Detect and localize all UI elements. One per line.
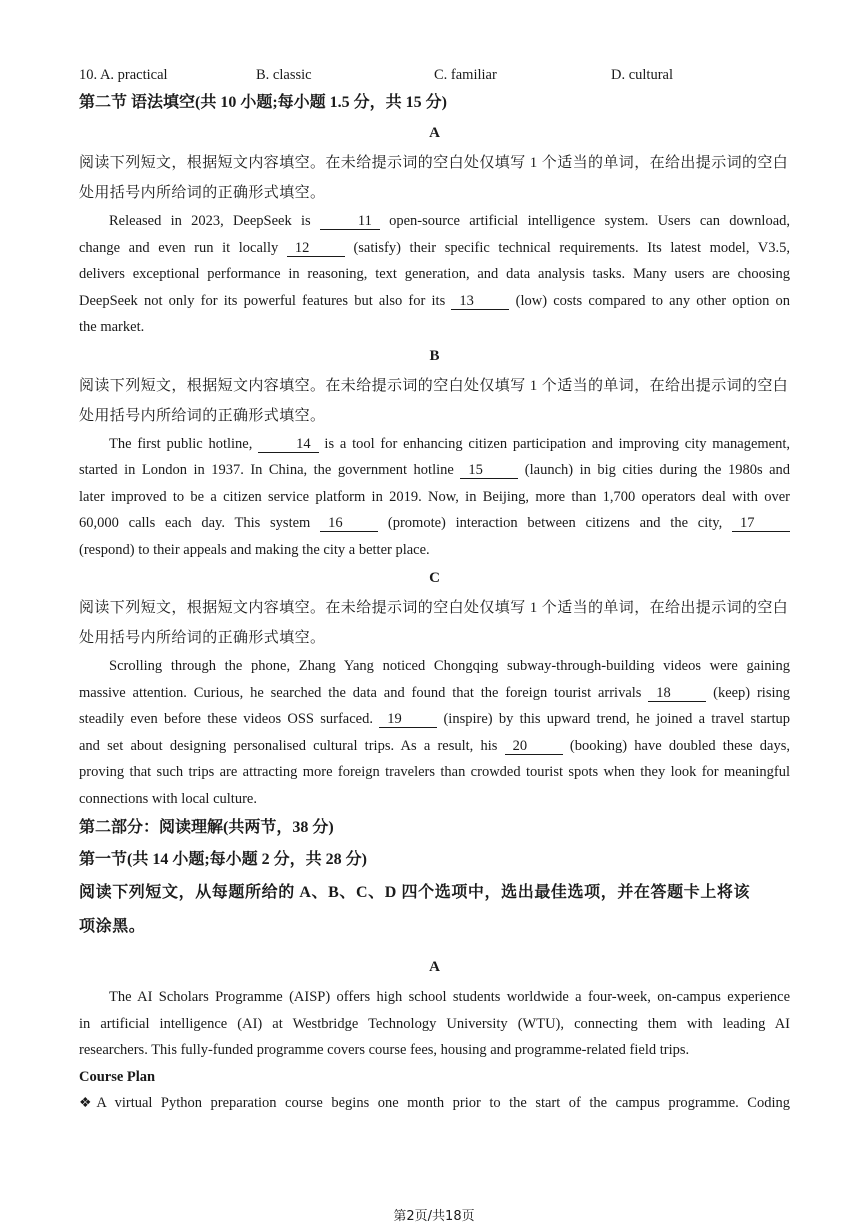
reading-a-heading: A [429, 959, 440, 975]
part-2-title: 第二部分：阅读理解(共两节，38 分) [79, 819, 334, 836]
part-2-section-1-title: 第一节(共 14 小题;每小题 2 分，共 28 分) [79, 851, 367, 868]
passage-line: proving that such trips are attracting more foreign travelers than crowded tourist spots when they look for meaningful [79, 764, 790, 780]
passage-line: Released in 2023, DeepSeek is 11 open-source artificial intelligence system. Users can download, [109, 213, 791, 229]
blank-16: 16 [320, 515, 378, 532]
passage-line: DeepSeek not only for its powerful features but also for its 13 (low) costs compared to any other option on [79, 292, 791, 309]
course-plan-bullet: ❖A virtual Python preparation course begins one month prior to the start of the campus programme. Coding [79, 1095, 790, 1111]
passage-c [79, 653, 790, 812]
blank-18: 18 [648, 685, 706, 702]
passage-b [79, 431, 790, 564]
passage-a-instruction: 阅读下列短文，根据短文内容填空。在未给提示词的空白处仅填写 1 个适当的单词，在给出提示词的空白处用括号内所给词的正确形式填空。 [79, 155, 789, 201]
passage-line: the market. [79, 319, 145, 335]
passage-line: later improved to be a citizen service platform in 2019. Now, in Beijing, more than 1,700 operators deal with over [79, 488, 790, 505]
passage-a [79, 208, 790, 341]
reading-a-passage [79, 984, 790, 1118]
option-c: C. familiar [434, 67, 497, 83]
question-10-options [79, 62, 790, 88]
section-2-title: 第二节 语法填空(共 10 小题;每小题 1.5 分，共 15 分) [79, 94, 447, 111]
passage-line: (respond) to their appeals and making the city a better place. [79, 541, 430, 558]
passage-line: researchers. This fully-funded programme covers course fees, housing and programme-related field trips. [79, 1042, 690, 1058]
passage-line: steadily even before these videos OSS surfaced. 19 (inspire) by this upward trend, he joined a travel startup [79, 711, 791, 727]
passage-line: started in London in 1937. In China, the government hotline 15 (launch) in big cities during the 1980s and [79, 462, 791, 478]
passage-line: connections with local culture. [79, 790, 257, 807]
exam-page [79, 62, 790, 1118]
passage-line: delivers exceptional performance in reasoning, text generation, and data analysis tasks. Many users are choosing [79, 266, 790, 282]
page-footer: 第2页/共18页 [393, 1209, 475, 1224]
option-a: 10. A. practical [79, 67, 168, 83]
passage-a-heading: A [429, 125, 440, 141]
blank-15: 15 [460, 462, 518, 479]
passage-line: Scrolling through the phone, Zhang Yang noticed Chongqing subway-through-building videos were gaining [109, 658, 790, 674]
passage-c-heading: C [429, 570, 440, 586]
blank-19: 19 [379, 711, 437, 728]
blank-11: 11 [320, 213, 380, 230]
passage-line: 60,000 calls each day. This system 16 (promote) interaction between citizens and the city, 17 [79, 510, 790, 537]
option-b: B. classic [256, 67, 312, 83]
passage-line: massive attention. Curious, he searched the data and found that the foreign tourist arrivals 18 (keep) rising [79, 684, 791, 701]
passage-line: change and even run it locally 12 (satisfy) their specific technical requirements. Its latest model, V3.5, [79, 239, 791, 256]
blank-14: 14 [258, 436, 319, 453]
passage-line: The AI Scholars Programme (AISP) offers high school students worldwide a four-week, on-campus experience [109, 989, 790, 1005]
blank-13: 13 [451, 293, 509, 310]
passage-b-instruction: 阅读下列短文，根据短文内容填空。在未给提示词的空白处仅填写 1 个适当的单词，在给出提示词的空白处用括号内所给词的正确形式填空。 [79, 377, 789, 424]
passage-line: The first public hotline, 14 is a tool for enhancing citizen participation and improving city management, [109, 435, 791, 452]
blank-20: 20 [505, 738, 563, 755]
option-d: D. cultural [611, 67, 674, 83]
reading-instruction: 阅读下列短文，从每题所给的 A、B、C、D 四个选项中，选出最佳选项，并在答题卡上将该 项涂黑。 [79, 884, 751, 935]
passage-b-heading: B [429, 347, 440, 364]
passage-line: and set about designing personalised cultural trips. As a result, his 20 (booking) have doubled these days, [79, 737, 791, 754]
four-diamond-bullet-icon: ❖ [79, 1096, 97, 1111]
blank-12: 12 [287, 240, 345, 257]
passage-c-instruction: 阅读下列短文，根据短文内容填空。在未给提示词的空白处仅填写 1 个适当的单词，在给出提示词的空白处用括号内所给词的正确形式填空。 [79, 600, 789, 646]
blank-17: 17 [732, 515, 790, 532]
passage-line: in artificial intelligence (AI) at Westbridge Technology University (WTU), connecting them with leading AI [79, 1015, 790, 1032]
course-plan-heading: Course Plan [79, 1068, 156, 1085]
